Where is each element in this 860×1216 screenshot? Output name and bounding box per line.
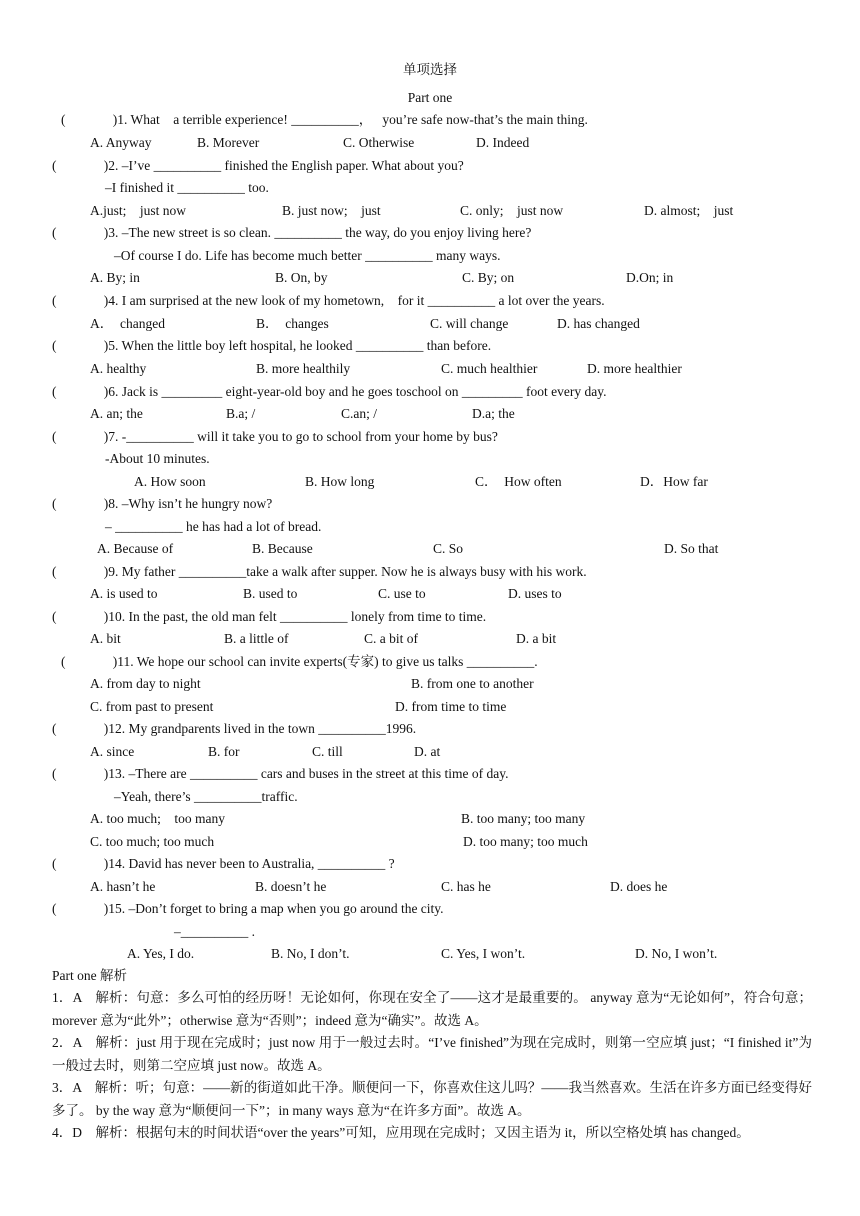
option: B. a little of (224, 631, 289, 646)
option: B. used to (243, 586, 298, 601)
option: A. hasn’t he (90, 879, 156, 894)
question-stem: ( )10. In the past, the old man felt __________ lonely from time to time. (52, 609, 487, 624)
option: B.a; / (226, 406, 256, 421)
option: B. doesn’t he (255, 879, 327, 894)
part-title: Part one (407, 90, 453, 105)
option: A． changed (90, 316, 165, 331)
option: D．How far (640, 474, 708, 489)
question-stem: ( )3. –The new street is so clean. __________ the way, do you enjoy living here? (52, 225, 532, 240)
option: D. No, I won’t. (635, 946, 718, 961)
option: A. is used to (90, 586, 158, 601)
option: A. How soon (134, 474, 206, 489)
question-stem: ( )7. -__________ will it take you to go to school from your home by bus? (52, 429, 498, 444)
option: D. Indeed (476, 135, 530, 150)
option: A. Yes, I do. (127, 946, 195, 961)
option: B. Morever (197, 135, 260, 150)
question-stem: ( )5. When the little boy left hospital, he looked __________ than before. (52, 338, 492, 353)
analysis-paragraph: 4．D 解析：根据句末的时间状语“over the years”可知，应用现在完成时；又因主语为 it，所以空格处填 has changed。 (52, 1125, 750, 1140)
option: D. more healthier (587, 361, 682, 376)
page-heading: 单项选择 (403, 62, 457, 77)
question-stem: ( )11. We hope our school can invite experts(专家) to give us talks __________. (61, 654, 538, 669)
option: B. How long (305, 474, 375, 489)
option: B． changes (256, 316, 329, 331)
analysis-paragraph: 3．A 解析：听；句意：——新的街道如此干净。顺便问一下，你喜欢住这儿吗？——我当然喜欢。生活在许多方面已经变得好多了。 by the way 意为“顺便问一下”；in many ways 意为“在许多方面”。故选 A。 (52, 1080, 812, 1118)
option: A.just; just now (90, 203, 187, 218)
option: A. from day to night (90, 676, 201, 691)
option: B. No, I don’t. (271, 946, 350, 961)
question-line: -About 10 minutes. (105, 451, 210, 466)
question-line: –Yeah, there’s __________traffic. (114, 789, 298, 804)
question-stem: ( )13. –There are __________ cars and buses in the street at this time of day. (52, 766, 509, 781)
option: B. On, by (275, 270, 328, 285)
option: D. a bit (516, 631, 557, 646)
option: C. much healthier (441, 361, 538, 376)
option: C. a bit of (364, 631, 418, 646)
question-stem: ( )1. What a terrible experience! __________， you’re safe now-that’s the main thing. (61, 112, 588, 127)
question-stem: ( )4. I am surprised at the new look of my hometown, for it __________ a lot over the years. (52, 293, 605, 308)
option: C. has he (441, 879, 491, 894)
option: D. almost; just (644, 203, 734, 218)
option: C． How often (475, 474, 562, 489)
option: A. Anyway (90, 135, 152, 150)
question-stem: ( )2. –I’ve __________ finished the English paper. What about you? (52, 158, 464, 173)
option: C. will change (430, 316, 509, 331)
option: D. at (414, 744, 441, 759)
option: B. for (208, 744, 240, 759)
question-line: –Of course I do. Life has become much better __________ many ways. (114, 248, 501, 263)
analysis-title: Part one 解析 (52, 968, 127, 983)
option: C. from past to present (90, 699, 214, 714)
question-stem: ( )15. –Don’t forget to bring a map when you go around the city. (52, 901, 444, 916)
option: D. uses to (508, 586, 562, 601)
option: C. Otherwise (343, 135, 415, 150)
option: C. Yes, I won’t. (441, 946, 526, 961)
option: C. too much; too much (90, 834, 215, 849)
option: C. only; just now (460, 203, 564, 218)
option: D. from time to time (395, 699, 507, 714)
question-stem: ( )6. Jack is _________ eight-year-old boy and he goes toschool on _________ foot every day. (52, 384, 607, 399)
option: C. use to (378, 586, 426, 601)
option: D. has changed (557, 316, 640, 331)
question-line: –I finished it __________ too. (105, 180, 269, 195)
option: D.On; in (626, 270, 674, 285)
option: D. So that (664, 541, 719, 556)
analysis-paragraph: 2．A 解析：just 用于现在完成时；just now 用于一般过去时。“I’ve finished”为现在完成时，则第一空应填 just；“I finished it”为一般过去时，则第二空应填 just now。故选 A。 (52, 1035, 812, 1073)
analysis-paragraph: 1．A 解析：句意：多么可怕的经历呀！无论如何，你现在安全了——这才是最重要的。 anyway 意为“无论如何”，符合句意；morever 意为“此外”；otherwise 意为“否则”；indeed 意为“确实”。故选 A。 (52, 990, 812, 1028)
option: A. healthy (90, 361, 147, 376)
question-line: –__________ . (174, 924, 255, 939)
question-line: – __________ he has had a lot of bread. (105, 519, 322, 534)
option: B. from one to another (411, 676, 534, 691)
question-stem: ( )14. David has never been to Australia, __________ ? (52, 856, 395, 871)
option: B. too many; too many (461, 811, 586, 826)
option: C. By; on (462, 270, 515, 285)
option: D. too many; too much (463, 834, 588, 849)
option: D.a; the (472, 406, 515, 421)
option: C. So (433, 541, 464, 556)
option: C.an; / (341, 406, 377, 421)
option: B. Because (252, 541, 313, 556)
option: A. bit (90, 631, 121, 646)
option: A. since (90, 744, 135, 759)
option: A. Because of (97, 541, 174, 556)
question-stem: ( )9. My father __________take a walk after supper. Now he is always busy with his work. (52, 564, 587, 579)
option: A. an; the (90, 406, 143, 421)
question-stem: ( )8. –Why isn’t he hungry now? (52, 496, 273, 511)
option: B. just now; just (282, 203, 381, 218)
option: A. By; in (90, 270, 140, 285)
option: C. till (312, 744, 343, 759)
option: B. more healthily (256, 361, 351, 376)
option: D. does he (610, 879, 668, 894)
question-stem: ( )12. My grandparents lived in the town __________1996. (52, 721, 417, 736)
option: A. too much; too many (90, 811, 225, 826)
